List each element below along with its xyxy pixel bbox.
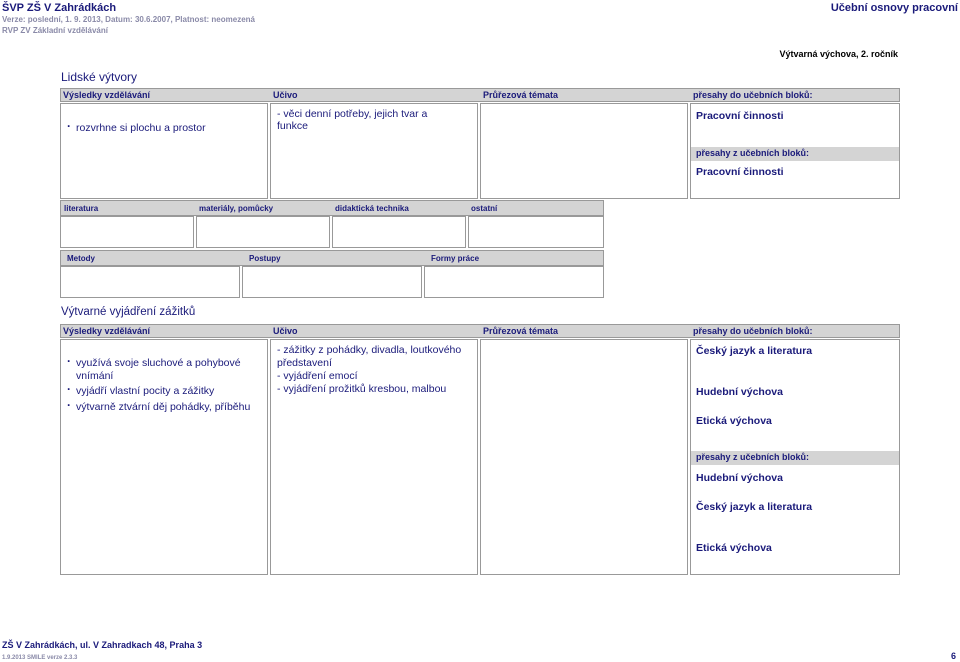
presahy-cell [690,339,900,575]
header-formy: Formy práce [431,254,480,263]
subject-grade: Výtvarná výchova, 2. ročník [779,49,898,59]
header-presahy-do: přesahy do učebních bloků: [693,90,813,100]
header-prurezova: Průřezová témata [483,326,559,336]
section-title: Výtvarné vyjádření zážitků [61,306,196,318]
literatura-cell [60,216,194,248]
ostatni-cell [468,216,604,248]
presahy-do-item: Hudební výchova [696,386,783,398]
page-number: 6 [950,651,956,661]
document-type: Učební osnovy pracovní [830,2,958,14]
ucivo-cell [270,339,478,575]
header-prurezova: Průřezová témata [483,90,559,100]
header-materialy: materiály, pomůcky [199,204,274,213]
resources-header-bar [60,200,604,216]
header-metody: Metody [67,254,95,263]
presahy-z-bar: přesahy z učebních bloků: [691,147,899,161]
presahy-do-item: Pracovní činnosti [696,110,784,122]
technika-cell [332,216,466,248]
header-literatura: literatura [64,204,99,213]
section-header-bar [60,324,900,338]
footer-address: ZŠ V Zahrádkách, ul. V Zahradkach 48, Praha 3 [2,640,203,650]
presahy-do-item: Český jazyk a literatura [696,345,813,357]
outcome-item: · rozvrhne si plochu a prostor [61,123,267,135]
version-line: Verze: poslední, 1. 9. 2013, Datum: 30.6.2007, Platnost: neomezená [2,15,255,24]
materialy-cell [196,216,330,248]
metody-cell [60,266,240,298]
presahy-z-item: Pracovní činnosti [696,166,784,178]
header-technika: didaktická technika [335,204,409,213]
document-title: ŠVP ZŠ V Zahrádkách [2,2,117,14]
outcome-item: · výtvarně ztvární děj pohádky, příběhu [61,401,251,414]
presahy-z-item: Etická výchova [696,542,772,554]
rvp-line: RVP ZV Základní vzdělávání [2,26,108,35]
header-ucivo: Učivo [273,90,298,100]
prurezova-cell [480,103,688,199]
presahy-do-item: Etická výchova [696,415,772,427]
ucivo-cell [270,103,478,199]
presahy-cell [690,103,900,199]
header-ostatni: ostatní [471,204,498,213]
formy-cell [424,266,604,298]
presahy-z-bar: přesahy z učebních bloků: [691,451,899,465]
header-vysledky: Výsledky vzdělávání [63,90,151,100]
methods-header-bar [60,250,604,266]
footer-software: 1.9.2013 SMILE verze 2.3.3 [2,655,78,661]
section-title: Lidské výtvory [61,70,138,84]
presahy-z-item: Hudební výchova [696,472,783,484]
outcome-item: · využívá svoje sluchové a pohybové vnímání [61,357,251,382]
postupy-cell [242,266,422,298]
outcomes-cell [60,339,268,575]
presahy-z-item: Český jazyk a literatura [696,501,813,513]
outcomes-cell [60,103,268,199]
prurezova-cell [480,339,688,575]
outcome-item: · vyjádří vlastní pocity a zážitky [61,385,251,398]
section-header-bar [60,88,900,102]
header-postupy: Postupy [249,254,281,263]
header-presahy-do: přesahy do učebních bloků: [693,326,813,336]
header-ucivo: Učivo [273,326,298,336]
ucivo-text: - zážitky z pohádky, divadla, loutkového představení - vyjádření emocí - vyjádření prožitků kresbou, malbou [277,344,462,395]
header-vysledky: Výsledky vzdělávání [63,326,151,336]
ucivo-text: - věci denní potřeby, jejich tvar a funkce [277,108,428,132]
